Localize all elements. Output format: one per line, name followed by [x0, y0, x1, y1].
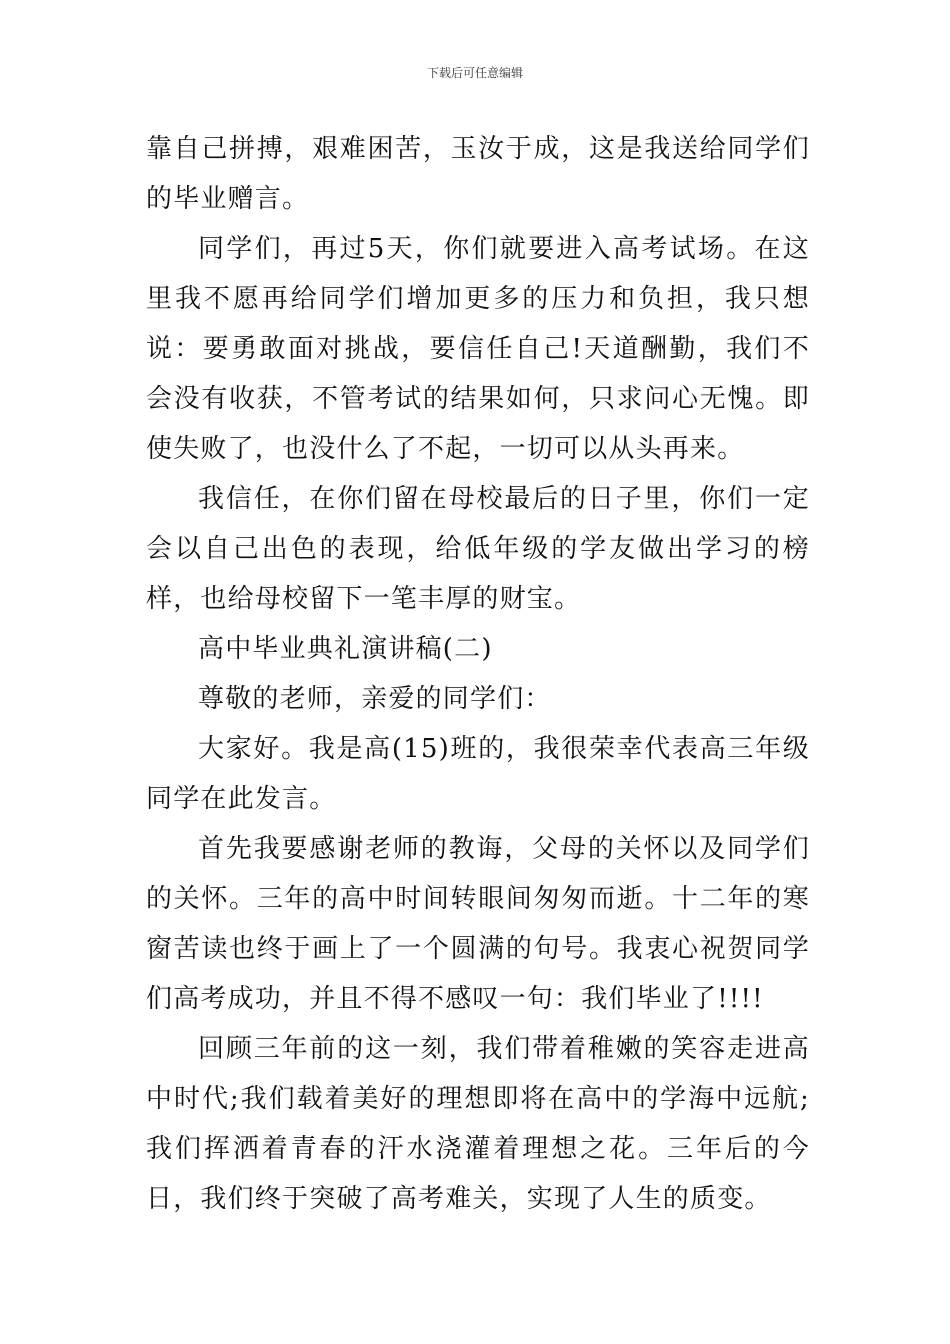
paragraph: 回顾三年前的这一刻，我们带着稚嫩的笑容走进高中时代;我们载着美好的理想即将在高中的学海中远航;我们挥洒着青春的汗水浇灌着理想之花。三年后的今日，我们终于突破了高考难关，实现了人生的质变。 — [146, 1034, 810, 1214]
paragraph: 首先我要感谢老师的教诲，父母的关怀以及同学们的关怀。三年的高中时间转眼间匆匆而逝。十二年的寒窗苦读也终于画上了一个圆满的句号。我衷心祝贺同学们高考成功，并且不得不感叹一句：我们毕业了!!!! — [146, 834, 810, 1014]
document-body — [146, 124, 810, 1224]
salutation: 尊敬的老师，亲爱的同学们： — [198, 684, 552, 714]
paragraph: 大家好。我是高(15)班的，我很荣幸代表高三年级同学在此发言。 — [146, 734, 810, 814]
header-watermark: 下载后可任意编辑 — [426, 66, 523, 80]
paragraph: 我信任，在你们留在母校最后的日子里，你们一定会以自己出色的表现，给低年级的学友做出学习的榜样，也给母校留下一笔丰厚的财宝。 — [146, 484, 810, 614]
section-heading: 高中毕业典礼演讲稿(二) — [198, 634, 493, 664]
paragraph: 靠自己拼搏，艰难困苦，玉汝于成，这是我送给同学们的毕业赠言。 — [146, 134, 810, 214]
paragraph: 同学们，再过5天，你们就要进入高考试场。在这里我不愿再给同学们增加更多的压力和负担，我只想说：要勇敢面对挑战，要信任自己!天道酬勤，我们不会没有收获，不管考试的结果如何，只求问心无愧。即使失败了，也没什么了不起，一切可以从头再来。 — [146, 234, 810, 464]
